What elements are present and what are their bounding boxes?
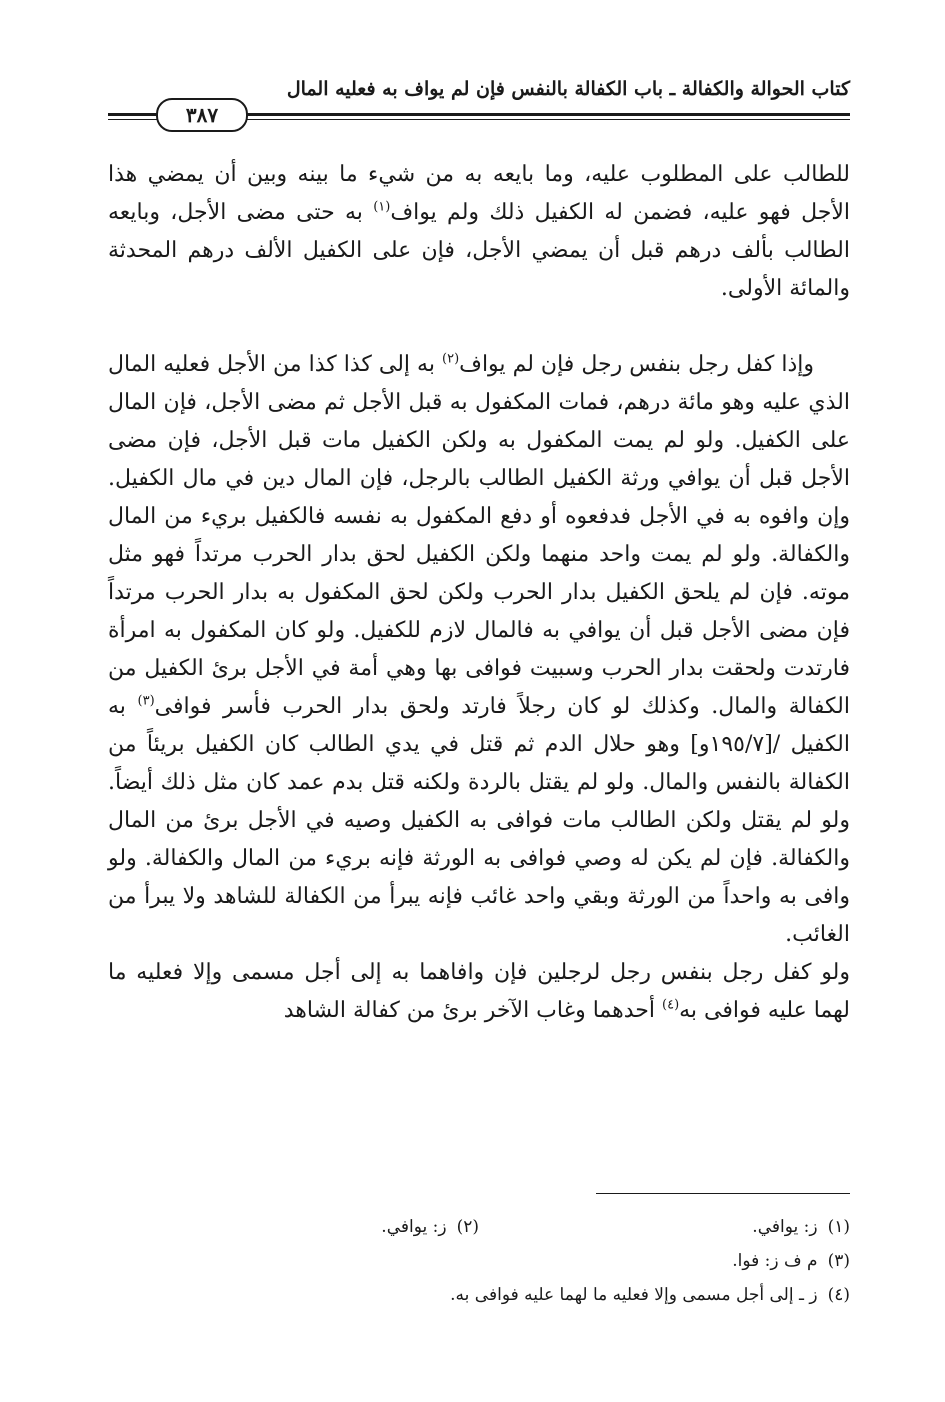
footnote-2: (٢)ز: يوافي.	[381, 1217, 479, 1237]
book-page	[108, 78, 850, 1305]
footnote-1: (١)ز: يوافي.	[752, 1217, 850, 1237]
footnote-ref-2[interactable]: (٢)	[442, 351, 460, 367]
footnote-separator	[596, 1193, 850, 1194]
footnotes	[108, 1210, 850, 1312]
footnote-row	[108, 1244, 850, 1278]
paragraph-1: للطالب على المطلوب عليه، وما بايعه به من شيء ما بينه وبين أن يمضي هذا الأجل فهو عليه، فضمن له الكفيل ذلك ولم يواف$^{(١)}$ به حتى مضى الأجل، وبايعه الطالب بألف درهم قبل أن يمضي الأجل، فإن على الكفيل الألف درهم المحدثة والمائة الأولى.	[108, 162, 850, 301]
body-text	[108, 156, 850, 1030]
footnote-row	[108, 1210, 850, 1244]
footnote-4: (٤)ز ـ إلى أجل مسمى وإلا فعليه ما لهما عليه فوافى به.	[450, 1285, 850, 1305]
page-number: ٣٨٧	[156, 98, 248, 132]
paragraph-2: وإذا كفل رجل بنفس رجل فإن لم يواف$^{(٢)}$ به إلى كذا كذا من الأجل فعليه المال الذي عليه وهو مائة درهم، فمات المكفول به قبل الأجل ثم مضى الأجل، فإن المال على الكفيل. ولو لم يمت المكفول به ولكن الكفيل مات قبل الأجل، فإن مضى الأجل قبل أن يوافي ورثة الكفيل الطالب بالرجل، فإن المال دين في مال الكفيل. وإن وافوه به في الأجل فدفعوه أو دفع المكفول به نفسه فالكفيل بريء من المال والكفالة. ولو لم يمت واحد منهما ولكن الكفيل لحق بدار الحرب مرتداً فهو مثل موته. فإن لم يلحق الكفيل بدار الحرب ولكن لحق المكفول به بدار الحرب مرتداً فإن مضى الأجل قبل أن يوافي به فالمال لازم للكفيل. ولو كان المكفول به امرأة فارتدت ولحقت بدار الحرب وسبيت فوافى بها وهي أمة في الأجل برئ الكفيل من الكفالة والمال. وكذلك لو كان رجلاً فارتد ولحق بدار الحرب فأسر فوافى$^{(٣)}$ به الكفيل /[١٩٥/٧و] وهو حلال الدم ثم قتل في يدي الطالب كان الكفيل بريئاً من الكفالة بالنفس والمال. ولو لم يقتل بالردة ولكنه قتل بدم عمد كان مثل ذلك أيضاً. ولو لم يقتل ولكن الطالب مات فوافى به الكفيل وصيه في الأجل برئ من المال والكفالة. فإن لم يكن له وصي فوافى به الورثة فإنه بريء من المال والكفالة. ولو وافى به واحداً من الورثة وبقي واحد غائب فإنه يبرأ من الكفالة للشاهد ولا يبرأ من الغائب.	[108, 351, 850, 947]
footnote-ref-3[interactable]: (٣)	[137, 693, 155, 709]
footnote-3: (٣)م ف ز: فوا.	[732, 1251, 850, 1271]
paragraph-3: ولو كفل رجل بنفس رجل لرجلين فإن وافاهما به إلى أجل مسمى وإلا فعليه ما لهما عليه فوافى به$^{(٤)}$ أحدهما وغاب الآخر برئ من كفالة الشاهد	[108, 960, 850, 1023]
running-header	[108, 78, 850, 127]
footnote-row	[108, 1278, 850, 1312]
footnote-ref-4[interactable]: (٤)	[662, 997, 680, 1013]
footnote-ref-1[interactable]: (١)	[373, 199, 391, 215]
paragraph-gap	[108, 308, 850, 346]
header-title: كتاب الحوالة والكفالة ـ باب الكفالة بالنفس فإن لم يواف به فعليه المال	[286, 78, 850, 100]
